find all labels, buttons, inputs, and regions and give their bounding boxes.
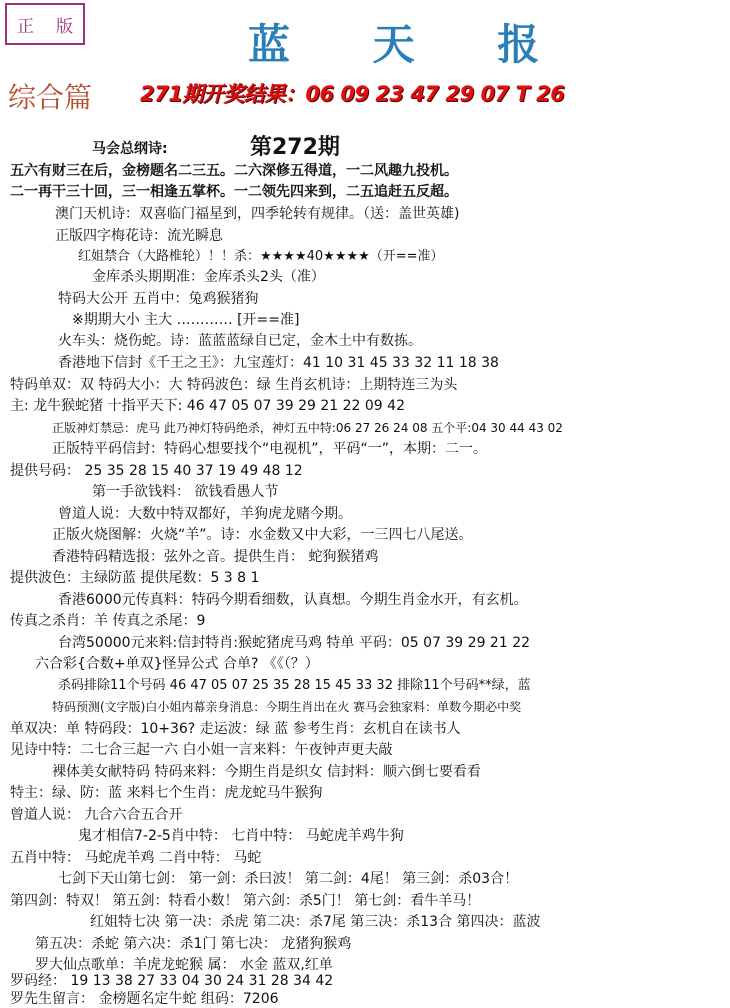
text-line: 正版火烧图解：火烧“羊”。诗：水金数又中大彩，一三四七八尾送。: [52, 527, 473, 543]
text-line: 罗大仙点歌单：羊虎龙蛇猴 属： 水金 蓝双,红单: [35, 957, 333, 973]
text-line: 罗码经： 19 13 38 27 33 04 30 24 31 28 34 42: [10, 973, 334, 989]
genuine-stamp: [5, 3, 85, 45]
text-line: 第四剑：特双！ 第五剑：特看小数！ 第六剑：杀5门！ 第七剑：看牛羊马！: [10, 893, 481, 909]
text-line: 曾道人说： 九合六合五合开: [10, 807, 183, 823]
text-line: 特码单双：双 特码大小：大 特码波色：绿 生肖玄机诗：上期特连三为头: [10, 377, 458, 393]
newspaper-title: 蓝 天 报: [248, 20, 574, 69]
text-line: 提供波色：主绿防蓝 提供尾数：5 3 8 1: [10, 570, 260, 586]
text-line: 五肖中特： 马蛇虎羊鸡 二肖中特： 马蛇: [10, 850, 262, 866]
text-line: 鬼才相信7-2-5肖中特： 七肖中特： 马蛇虎羊鸡牛狗: [78, 828, 404, 844]
text-line: 正版四字梅花诗：流光瞬息: [55, 228, 223, 244]
text-line: 传真之杀肖：羊 传真之杀尾：9: [10, 613, 206, 629]
text-line: 正版神灯禁忌：虎马 此乃神灯特码绝杀，神灯五中特:06 27 26 24 08 五个平:04 30 44 43 02: [52, 421, 563, 435]
text-line: 正版特平码信封：特码心想要找个“电视机”，平码“一”，本期：二一。: [52, 441, 488, 457]
text-line: 七剑下天山第七剑： 第一剑：杀曰波！ 第二剑：4尾！ 第三剑：杀03合！: [58, 871, 519, 887]
text-line: 杀码排除11个号码 46 47 05 07 25 35 28 15 45 33 32 排除11个号码**绿，蓝: [58, 678, 531, 693]
text-line: 红姐禁合（大路椎轮）！！杀：★★★★40★★★★（开==准）: [78, 249, 444, 264]
text-line: 五六有财三在后，金榜题名二三五。二六深修五得道，一二风趣九投机。: [10, 163, 458, 179]
text-line: 裸体美女献特码 特码来料：今期生肖是织女 信封料：顺六倒七要看看: [52, 764, 481, 780]
text-line: 香港地下信封《千王之王》：九宝莲灯：41 10 31 45 33 32 11 18 38: [58, 355, 499, 371]
text-line: 特码大公开 五肖中：兔鸡猴猪狗: [58, 291, 259, 307]
draw-result: 271期开奖结果：06 09 23 47 29 07 T 26: [140, 82, 565, 106]
text-line: 罗先生留言： 金榜题名定牛蛇 组码：7206: [10, 991, 279, 1007]
text-line: 马会总纲诗:: [92, 141, 168, 157]
text-line: 台湾50000元来料:信封特肖:猴蛇猪虎马鸡 特单 平码：05 07 39 29 21 22: [58, 635, 531, 651]
text-line: 火车头：烧伤蛇。诗：蓝蓝蓝绿自已定，金木土中有数拣。: [58, 333, 422, 349]
text-line: 金库杀头期期准：金库杀头2头（准）: [92, 269, 325, 285]
text-line: 特码预测(文字版)白小姐内幕亲身消息：今期生肖出在火 赛马会独家料：单数今期必中奖: [52, 700, 522, 714]
text-line: 第五决：杀蛇 第六决：杀1门 第七决： 龙猪狗猴鸡: [35, 936, 352, 952]
text-line: 香港特码精选报：弦外之音。提供生肖： 蛇狗猴猪鸡: [52, 549, 379, 565]
text-line: 曾道人说：大数中特双都好，羊狗虎龙赌今期。: [58, 506, 352, 522]
stamp-char-1: 正: [17, 16, 34, 37]
text-line: ※期期大小 主大 ………… [开==准]: [72, 312, 300, 328]
text-line: 二一再干三十回，三一相逢五掌杯。一二领先四来到，二五追赶五反超。: [10, 184, 458, 200]
text-line: 主: 龙牛猴蛇猪 十指平天下: 46 47 05 07 39 29 21 22 09 42: [10, 398, 405, 414]
text-line: 提供号码： 25 35 28 15 40 37 19 49 48 12: [10, 463, 303, 479]
text-line: 红姐特七决 第一决：杀虎 第二决：杀7尾 第三决：杀13合 第四决：蓝波: [90, 914, 541, 930]
issue-number: 第272期: [250, 135, 340, 160]
stamp-char-2: 版: [56, 16, 73, 37]
text-line: 六合彩{合数+单双}怪异公式 合单? 《《（？）: [35, 656, 319, 672]
text-line: 澳门天机诗：双喜临门福星到，四季轮转有规律。（送：盖世英雄): [55, 206, 460, 222]
text-line: 单双决：单 特码段：10+36? 走运波：绿 蓝 参考生肖：玄机自在读书人: [10, 721, 461, 737]
text-line: 特主：绿、防：蓝 来料七个生肖：虎龙蛇马牛猴狗: [10, 785, 323, 801]
text-line: 第一手欲钱料： 欲钱看愚人节: [92, 484, 279, 500]
text-line: 见诗中特：二七合三起一六 白小姐一言来料：午夜钟声更夫敲: [10, 742, 393, 758]
text-line: 香港6000元传真料：特码今期看细数，认真想。今期生肖金水开，有玄机。: [58, 592, 528, 608]
section-heading: 综合篇: [8, 81, 93, 114]
